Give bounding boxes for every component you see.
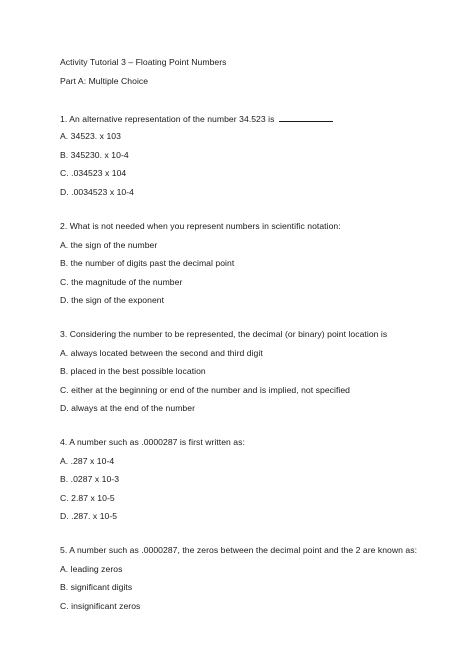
answer-blank	[279, 113, 333, 122]
question-3-option-c: C. either at the beginning or end of the number and is implied, not specified	[60, 385, 351, 395]
question-5-text: 5. A number such as .0000287, the zeros between the decimal point and the 2 are known as:	[60, 545, 418, 555]
question-3-option-d: D. always at the end of the number	[60, 403, 195, 413]
question-3-option-a: A. always located between the second and third digit	[60, 348, 263, 358]
question-4-text: 4. A number such as .0000287 is first written as:	[60, 437, 245, 447]
question-2-text: 2. What is not needed when you represent numbers in scientific notation:	[60, 221, 341, 231]
document-title: Activity Tutorial 3 – Floating Point Numbers	[60, 57, 227, 67]
question-1-option-c: C. .034523 x 104	[60, 168, 127, 178]
question-3-text: 3. Considering the number to be represented, the decimal (or binary) point location is	[60, 329, 388, 339]
question-2-option-c: C. the magnitude of the number	[60, 277, 183, 287]
question-5-option-c: C. insignificant zeros	[60, 601, 141, 611]
question-3-option-b: B. placed in the best possible location	[60, 366, 206, 376]
question-1-option-d: D. .0034523 x 10-4	[60, 187, 134, 197]
question-4-option-c: C. 2.87 x 10-5	[60, 493, 115, 503]
question-2-option-b: B. the number of digits past the decimal point	[60, 258, 235, 268]
question-4-option-a: A. .287 x 10-4	[60, 456, 115, 466]
question-2-option-d: D. the sign of the exponent	[60, 295, 165, 305]
question-1	[60, 113, 333, 125]
question-5-option-b: B. significant digits	[60, 582, 133, 592]
part-heading: Part A: Multiple Choice	[60, 76, 149, 86]
question-1-option-b: B. 345230. x 10-4	[60, 150, 129, 160]
question-4-option-d: D. .287. x 10-5	[60, 511, 118, 521]
question-4-option-b: B. .0287 x 10-3	[60, 474, 120, 484]
question-2-option-a: A. the sign of the number	[60, 240, 158, 250]
question-1-option-a: A. 34523. x 103	[60, 131, 121, 141]
question-5-option-a: A. leading zeros	[60, 564, 123, 574]
question-1-text: 1. An alternative representation of the number 34.523 is	[60, 114, 275, 124]
